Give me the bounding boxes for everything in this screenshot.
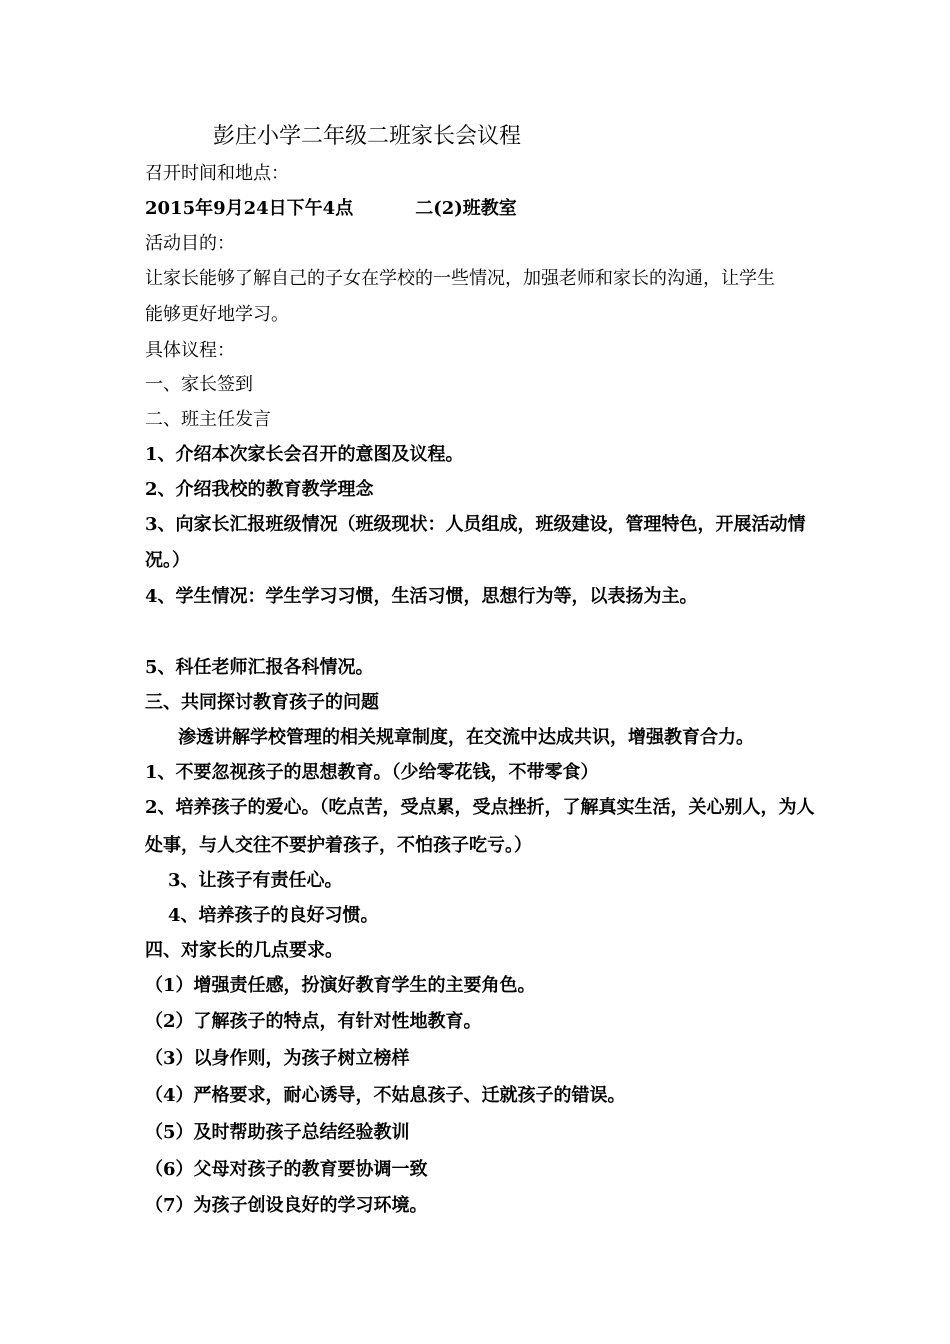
section4-item: （6）父母对孩子的教育要协调一致 bbox=[145, 1159, 428, 1180]
section2-item2: 2、介绍我校的教育教学理念 bbox=[145, 479, 374, 500]
section2-item3-line2: 况。） bbox=[145, 550, 190, 571]
section4-heading: 四、对家长的几点要求。 bbox=[145, 940, 343, 961]
meeting-place: 二(2)班教室 bbox=[415, 198, 517, 219]
purpose-text-line2: 能够更好地学习。 bbox=[145, 304, 289, 325]
section3-item1: 1、不要忽视孩子的思想教育。（少给零花钱，不带零食） bbox=[145, 762, 599, 783]
section3-item4: 4、培养孩子的良好习惯。 bbox=[168, 905, 379, 926]
section4-item: （3）以身作则，为孩子树立榜样 bbox=[145, 1048, 410, 1069]
document-title: 彭庄小学二年级二班家长会议程 bbox=[213, 124, 522, 149]
section4-item: （2）了解孩子的特点，有针对性地教育。 bbox=[145, 1011, 482, 1032]
meeting-time-place bbox=[145, 197, 825, 221]
section2-item5: 5、科任老师汇报各科情况。 bbox=[145, 657, 374, 678]
section3-item2-line1: 2、培养孩子的爱心。（吃点苦，受点累，受点挫折，了解真实生活，关心别人，为人 bbox=[145, 797, 815, 818]
section4-item: （4）严格要求，耐心诱导，不姑息孩子、迁就孩子的错误。 bbox=[145, 1085, 626, 1106]
section1-heading: 一、家长签到 bbox=[145, 374, 253, 395]
section3-item3: 3、让孩子有责任心。 bbox=[168, 870, 343, 891]
purpose-text-line1: 让家长能够了解自己的子女在学校的一些情况，加强老师和家长的沟通，让学生 bbox=[145, 268, 775, 289]
agenda-label: 具体议程： bbox=[145, 340, 235, 361]
section2-item4: 4、学生情况：学生学习习惯，生活习惯，思想行为等，以表扬为主。 bbox=[145, 586, 698, 607]
section2-heading: 二、班主任发言 bbox=[145, 409, 271, 430]
meeting-time: 2015年9月24日下午4点 bbox=[145, 198, 354, 219]
section3-item2-line2: 处事，与人交往不要护着孩子，不怕孩子吃亏。） bbox=[145, 835, 532, 856]
section3-heading: 三、共同探讨教育孩子的问题 bbox=[145, 692, 379, 713]
section2-item3-line1: 3、向家长汇报班级情况（班级现状：人员组成，班级建设，管理特色，开展活动情 bbox=[145, 514, 806, 535]
section4-item: （7）为孩子创设良好的学习环境。 bbox=[145, 1195, 428, 1216]
section4-item: （5）及时帮助孩子总结经验教训 bbox=[145, 1122, 410, 1143]
section4-item: （1）增强责任感，扮演好教育学生的主要角色。 bbox=[145, 975, 536, 996]
section3-intro: 渗透讲解学校管理的相关规章制度，在交流中达成共识，增强教育合力。 bbox=[178, 727, 754, 748]
meeting-label: 召开时间和地点： bbox=[145, 163, 289, 184]
section2-item1: 1、介绍本次家长会召开的意图及议程。 bbox=[145, 444, 464, 465]
purpose-label: 活动目的： bbox=[145, 233, 235, 254]
